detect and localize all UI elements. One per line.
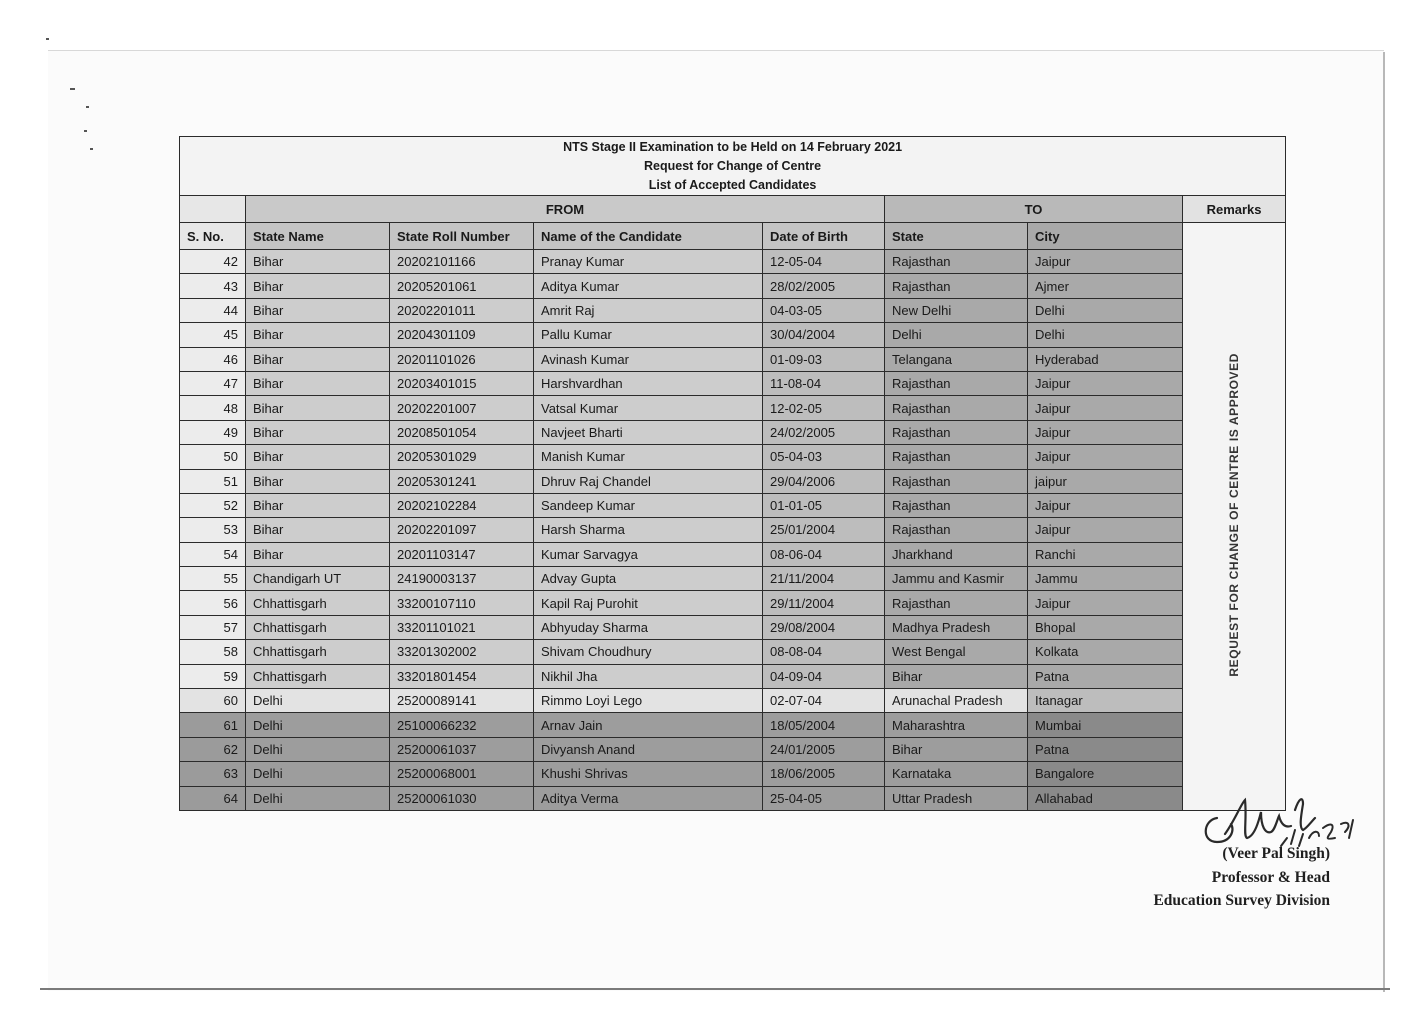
cell-to-state: Rajasthan xyxy=(885,445,1028,469)
cell-city: Jaipur xyxy=(1028,250,1183,274)
cell-state-name: Bihar xyxy=(246,469,390,493)
cell-to-state: Bihar xyxy=(885,737,1028,761)
signatory-division: Education Survey Division xyxy=(1153,892,1330,909)
signatory-designation: Professor & Head xyxy=(1211,868,1330,886)
cell-dob: 01-09-03 xyxy=(763,347,885,371)
cell-state-name: Delhi xyxy=(246,737,390,761)
cell-to-state: Bihar xyxy=(885,664,1028,688)
cell-sno: 61 xyxy=(180,713,246,737)
cell-roll-number: 20205301029 xyxy=(390,445,534,469)
cell-city: Jaipur xyxy=(1028,493,1183,517)
signatory-name: (Veer Pal Singh) xyxy=(1222,845,1330,862)
cell-to-state: Maharashtra xyxy=(885,713,1028,737)
remarks-cell xyxy=(1183,223,1286,811)
cell-dob: 05-04-03 xyxy=(763,445,885,469)
cell-candidate-name: Khushi Shrivas xyxy=(534,762,763,786)
table-row xyxy=(180,469,1286,493)
cell-roll-number: 20202201011 xyxy=(390,298,534,322)
cell-candidate-name: Nikhil Jha xyxy=(534,664,763,688)
cell-dob: 29/08/2004 xyxy=(763,615,885,639)
group-header-blank xyxy=(180,196,246,223)
cell-to-state: Uttar Pradesh xyxy=(885,786,1028,810)
cell-city: Jaipur xyxy=(1028,420,1183,444)
remarks-approved-text: REQUEST FOR CHANGE OF CENTRE IS APPROVED xyxy=(1227,353,1242,677)
cell-state-name: Chandigarh UT xyxy=(246,567,390,591)
cell-candidate-name: Avinash Kumar xyxy=(534,347,763,371)
cell-sno: 48 xyxy=(180,396,246,420)
document-title xyxy=(180,137,1286,196)
cell-city: Allahabad xyxy=(1028,786,1183,810)
table-row xyxy=(180,591,1286,615)
cell-candidate-name: Vatsal Kumar xyxy=(534,396,763,420)
table-row xyxy=(180,786,1286,810)
cell-sno: 50 xyxy=(180,445,246,469)
cell-city: Delhi xyxy=(1028,323,1183,347)
title-line-3: List of Accepted Candidates xyxy=(648,177,817,192)
cell-to-state: Telangana xyxy=(885,347,1028,371)
cell-sno: 49 xyxy=(180,420,246,444)
cell-to-state: Delhi xyxy=(885,323,1028,347)
signature-block xyxy=(1080,842,1330,913)
cell-sno: 46 xyxy=(180,347,246,371)
cell-roll-number: 20201101026 xyxy=(390,347,534,371)
cell-roll-number: 20202201007 xyxy=(390,396,534,420)
cell-state-name: Delhi xyxy=(246,786,390,810)
cell-roll-number: 20202102284 xyxy=(390,493,534,517)
cell-dob: 18/06/2005 xyxy=(763,762,885,786)
cell-city: Patna xyxy=(1028,737,1183,761)
cell-sno: 63 xyxy=(180,762,246,786)
cell-sno: 52 xyxy=(180,493,246,517)
table-row xyxy=(180,737,1286,761)
cell-dob: 02-07-04 xyxy=(763,689,885,713)
cell-state-name: Bihar xyxy=(246,347,390,371)
cell-to-state: Rajasthan xyxy=(885,250,1028,274)
table-row xyxy=(180,323,1286,347)
cell-sno: 42 xyxy=(180,250,246,274)
cell-city: Itanagar xyxy=(1028,689,1183,713)
cell-candidate-name: Aditya Kumar xyxy=(534,274,763,298)
cell-roll-number: 25200061037 xyxy=(390,737,534,761)
cell-to-state: Rajasthan xyxy=(885,518,1028,542)
cell-state-name: Bihar xyxy=(246,371,390,395)
cell-roll-number: 20205201061 xyxy=(390,274,534,298)
cell-roll-number: 20201103147 xyxy=(390,542,534,566)
cell-to-state: Rajasthan xyxy=(885,371,1028,395)
cell-city: Jaipur xyxy=(1028,396,1183,420)
cell-candidate-name: Kapil Raj Purohit xyxy=(534,591,763,615)
cell-candidate-name: Advay Gupta xyxy=(534,567,763,591)
cell-dob: 12-05-04 xyxy=(763,250,885,274)
cell-state-name: Bihar xyxy=(246,396,390,420)
cell-dob: 29/11/2004 xyxy=(763,591,885,615)
cell-roll-number: 20204301109 xyxy=(390,323,534,347)
cell-to-state: Arunachal Pradesh xyxy=(885,689,1028,713)
cell-dob: 24/02/2005 xyxy=(763,420,885,444)
cell-dob: 21/11/2004 xyxy=(763,567,885,591)
cell-roll-number: 25100066232 xyxy=(390,713,534,737)
cell-dob: 08-08-04 xyxy=(763,640,885,664)
cell-state-name: Chhattisgarh xyxy=(246,640,390,664)
group-header-from: FROM xyxy=(246,196,885,223)
table-row xyxy=(180,762,1286,786)
cell-sno: 51 xyxy=(180,469,246,493)
cell-state-name: Bihar xyxy=(246,542,390,566)
cell-state-name: Bihar xyxy=(246,274,390,298)
cell-roll-number: 33201801454 xyxy=(390,664,534,688)
cell-dob: 29/04/2006 xyxy=(763,469,885,493)
cell-candidate-name: Sandeep Kumar xyxy=(534,493,763,517)
cell-city: Bangalore xyxy=(1028,762,1183,786)
table-row xyxy=(180,274,1286,298)
cell-city: Jaipur xyxy=(1028,371,1183,395)
cell-to-state: Jharkhand xyxy=(885,542,1028,566)
cell-to-state: West Bengal xyxy=(885,640,1028,664)
cell-candidate-name: Harshvardhan xyxy=(534,371,763,395)
cell-to-state: Rajasthan xyxy=(885,396,1028,420)
cell-sno: 59 xyxy=(180,664,246,688)
cell-to-state: Rajasthan xyxy=(885,493,1028,517)
cell-dob: 04-03-05 xyxy=(763,298,885,322)
table-row xyxy=(180,298,1286,322)
column-header-city: City xyxy=(1028,223,1183,250)
table-row xyxy=(180,713,1286,737)
column-header-to-state: State xyxy=(885,223,1028,250)
cell-candidate-name: Pallu Kumar xyxy=(534,323,763,347)
cell-roll-number: 20205301241 xyxy=(390,469,534,493)
cell-sno: 43 xyxy=(180,274,246,298)
cell-roll-number: 25200061030 xyxy=(390,786,534,810)
cell-dob: 11-08-04 xyxy=(763,371,885,395)
cell-roll-number: 20208501054 xyxy=(390,420,534,444)
cell-city: jaipur xyxy=(1028,469,1183,493)
cell-dob: 24/01/2005 xyxy=(763,737,885,761)
page-edge-shadow xyxy=(1383,52,1385,992)
table-row xyxy=(180,640,1286,664)
cell-sno: 56 xyxy=(180,591,246,615)
table-row xyxy=(180,420,1286,444)
cell-state-name: Delhi xyxy=(246,713,390,737)
cell-city: Jaipur xyxy=(1028,445,1183,469)
table-row xyxy=(180,615,1286,639)
cell-sno: 53 xyxy=(180,518,246,542)
cell-roll-number: 20202201097 xyxy=(390,518,534,542)
table-row xyxy=(180,664,1286,688)
cell-state-name: Bihar xyxy=(246,323,390,347)
cell-dob: 04-09-04 xyxy=(763,664,885,688)
accepted-candidates-table xyxy=(179,136,1286,811)
cell-candidate-name: Pranay Kumar xyxy=(534,250,763,274)
cell-to-state: Madhya Pradesh xyxy=(885,615,1028,639)
table-row xyxy=(180,542,1286,566)
group-header-remarks: Remarks xyxy=(1183,196,1286,223)
title-line-2: Request for Change of Centre xyxy=(644,158,822,173)
table-row xyxy=(180,493,1286,517)
cell-to-state: Rajasthan xyxy=(885,274,1028,298)
cell-sno: 58 xyxy=(180,640,246,664)
column-header-dob: Date of Birth xyxy=(763,223,885,250)
cell-roll-number: 25200089141 xyxy=(390,689,534,713)
cell-sno: 55 xyxy=(180,567,246,591)
cell-dob: 18/05/2004 xyxy=(763,713,885,737)
cell-sno: 60 xyxy=(180,689,246,713)
cell-dob: 12-02-05 xyxy=(763,396,885,420)
page-bottom-rule xyxy=(40,988,1390,990)
cell-candidate-name: Arnav Jain xyxy=(534,713,763,737)
cell-city: Patna xyxy=(1028,664,1183,688)
cell-candidate-name: Dhruv Raj Chandel xyxy=(534,469,763,493)
cell-state-name: Bihar xyxy=(246,445,390,469)
cell-to-state: Karnataka xyxy=(885,762,1028,786)
title-line-1: NTS Stage II Examination to be Held on 14 February 2021 xyxy=(563,139,903,154)
table-row xyxy=(180,347,1286,371)
cell-city: Jammu xyxy=(1028,567,1183,591)
cell-sno: 54 xyxy=(180,542,246,566)
cell-city: Hyderabad xyxy=(1028,347,1183,371)
column-header-candidate-name: Name of the Candidate xyxy=(534,223,763,250)
cell-state-name: Bihar xyxy=(246,298,390,322)
cell-state-name: Bihar xyxy=(246,420,390,444)
cell-state-name: Chhattisgarh xyxy=(246,615,390,639)
column-header-roll-number: State Roll Number xyxy=(390,223,534,250)
cell-sno: 64 xyxy=(180,786,246,810)
cell-roll-number: 24190003137 xyxy=(390,567,534,591)
cell-candidate-name: Navjeet Bharti xyxy=(534,420,763,444)
cell-candidate-name: Rimmo Loyi Lego xyxy=(534,689,763,713)
cell-to-state: Rajasthan xyxy=(885,469,1028,493)
cell-city: Mumbai xyxy=(1028,713,1183,737)
cell-roll-number: 33200107110 xyxy=(390,591,534,615)
cell-dob: 25-04-05 xyxy=(763,786,885,810)
table-row xyxy=(180,445,1286,469)
cell-roll-number: 33201101021 xyxy=(390,615,534,639)
cell-sno: 47 xyxy=(180,371,246,395)
table-row xyxy=(180,518,1286,542)
cell-state-name: Chhattisgarh xyxy=(246,591,390,615)
cell-to-state: Rajasthan xyxy=(885,591,1028,615)
cell-candidate-name: Harsh Sharma xyxy=(534,518,763,542)
cell-state-name: Delhi xyxy=(246,762,390,786)
column-header-state-name: State Name xyxy=(246,223,390,250)
cell-roll-number: 33201302002 xyxy=(390,640,534,664)
cell-to-state: Rajasthan xyxy=(885,420,1028,444)
cell-city: Ajmer xyxy=(1028,274,1183,298)
cell-to-state: New Delhi xyxy=(885,298,1028,322)
column-header-sno: S. No. xyxy=(180,223,246,250)
cell-city: Jaipur xyxy=(1028,518,1183,542)
cell-city: Bhopal xyxy=(1028,615,1183,639)
cell-city: Kolkata xyxy=(1028,640,1183,664)
cell-state-name: Bihar xyxy=(246,250,390,274)
table-row xyxy=(180,567,1286,591)
cell-dob: 25/01/2004 xyxy=(763,518,885,542)
cell-candidate-name: Aditya Verma xyxy=(534,786,763,810)
cell-dob: 01-01-05 xyxy=(763,493,885,517)
cell-dob: 08-06-04 xyxy=(763,542,885,566)
cell-city: Ranchi xyxy=(1028,542,1183,566)
cell-candidate-name: Manish Kumar xyxy=(534,445,763,469)
cell-city: Delhi xyxy=(1028,298,1183,322)
cell-roll-number: 20203401015 xyxy=(390,371,534,395)
cell-city: Jaipur xyxy=(1028,591,1183,615)
cell-sno: 44 xyxy=(180,298,246,322)
cell-dob: 28/02/2005 xyxy=(763,274,885,298)
cell-to-state: Jammu and Kasmir xyxy=(885,567,1028,591)
cell-candidate-name: Amrit Raj xyxy=(534,298,763,322)
table-row xyxy=(180,371,1286,395)
table-row xyxy=(180,396,1286,420)
cell-sno: 62 xyxy=(180,737,246,761)
cell-candidate-name: Kumar Sarvagya xyxy=(534,542,763,566)
cell-sno: 57 xyxy=(180,615,246,639)
cell-state-name: Delhi xyxy=(246,689,390,713)
cell-candidate-name: Abhyuday Sharma xyxy=(534,615,763,639)
group-header-to: TO xyxy=(885,196,1183,223)
table-row xyxy=(180,689,1286,713)
cell-roll-number: 20202101166 xyxy=(390,250,534,274)
cell-state-name: Bihar xyxy=(246,493,390,517)
cell-candidate-name: Divyansh Anand xyxy=(534,737,763,761)
cell-state-name: Chhattisgarh xyxy=(246,664,390,688)
cell-candidate-name: Shivam Choudhury xyxy=(534,640,763,664)
table-row xyxy=(180,250,1286,274)
cell-dob: 30/04/2004 xyxy=(763,323,885,347)
cell-state-name: Bihar xyxy=(246,518,390,542)
cell-roll-number: 25200068001 xyxy=(390,762,534,786)
cell-sno: 45 xyxy=(180,323,246,347)
